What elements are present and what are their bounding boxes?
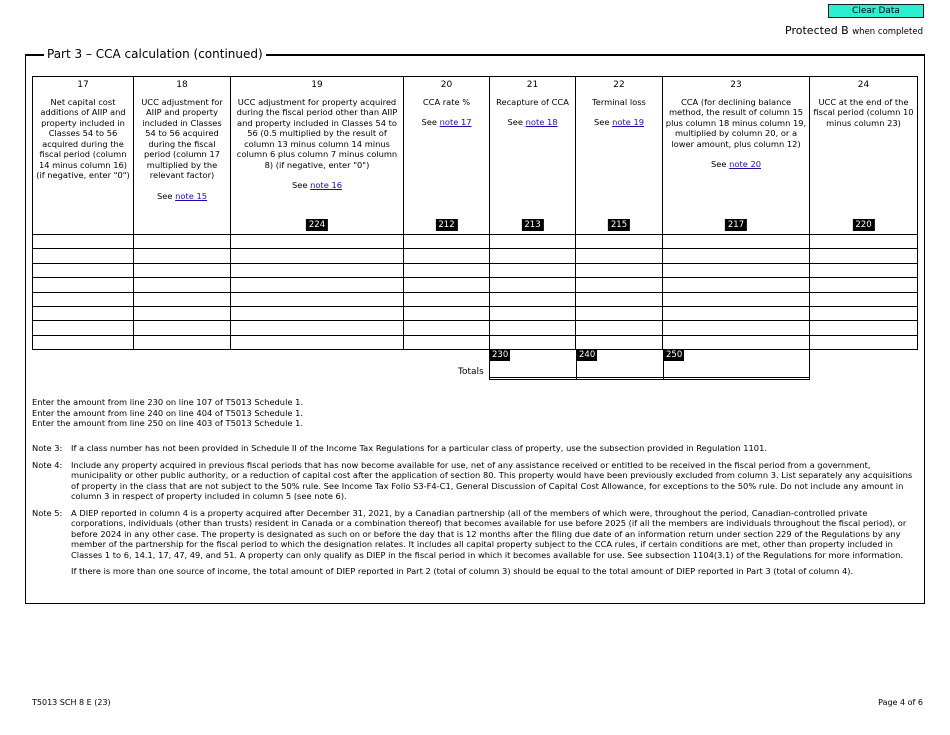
table-row [33,306,918,320]
input-cell-col20[interactable] [404,249,490,263]
input-cell-col22[interactable] [576,335,663,349]
table-row [33,292,918,306]
column-header-23 [663,77,810,235]
input-cell-col17[interactable] [33,278,134,292]
input-cell-col23[interactable] [663,306,810,320]
see-note [665,159,807,170]
column-description: UCC adjustment for AIIP and property included in Classes 54 to 56 acquired during the fiscal period (column 17 multiplied by the relevant factor) [141,96,223,180]
input-cell-col22[interactable] [576,249,663,263]
input-cell-col23[interactable] [663,249,810,263]
column-number: 23 [730,80,742,90]
total-box-250[interactable] [663,349,810,380]
form-id: T5013 SCH 8 E (23) [32,698,111,707]
input-cell-col22[interactable] [576,321,663,335]
notes [32,443,918,583]
see-note [492,117,573,128]
note-link[interactable]: note 18 [525,117,558,127]
note-paragraph: If a class number has not been provided in Schedule II of the Income Tax Regulations for a particular class of property, use the subsection provided in Regulation 1101. [71,443,767,453]
column-description: Recapture of CCA [496,96,569,107]
input-cell-col18[interactable] [134,263,231,277]
input-cell-col18[interactable] [134,235,231,249]
input-cell-col19[interactable] [231,278,404,292]
column-description: Net capital cost additions of AIIP and property included in Classes 54 to 56 acquired during the fiscal period (column 14 minus column 16) (if negative, enter "0") [36,96,130,180]
line-code: 212 [435,219,457,231]
input-cell-col19[interactable] [231,235,404,249]
note-label: Note 3: [32,443,63,453]
input-cell-col23[interactable] [663,263,810,277]
note-3 [32,443,918,454]
see-text: See [156,190,173,201]
column-header-18 [134,77,231,235]
column-description: UCC adjustment for property acquired during the fiscal period other than AIIP and property included in Classes 54 to 56 (0.5 multiplied by the result of column 13 minus column 14 minus column 6 plus column 7 minus column 8) (if negative, enter "0") [236,96,398,170]
line-code: 220 [852,219,874,231]
column-number: 20 [440,80,453,90]
input-cell-col20[interactable] [404,263,490,277]
totals-label: Totals [458,367,484,377]
input-cell-col22[interactable] [576,235,663,249]
input-cell-col19[interactable] [231,306,404,320]
input-cell-col24[interactable] [810,235,918,249]
total-box-240[interactable] [576,349,663,380]
enter-instructions [32,397,303,429]
input-cell-col22[interactable] [576,263,663,277]
column-description: Terminal loss [592,96,646,107]
note-body [71,460,918,502]
input-cell-col18[interactable] [134,306,231,320]
input-cell-col21[interactable] [490,306,576,320]
note-link[interactable]: note 20 [729,159,761,169]
note-4 [32,460,918,502]
table-row [33,335,918,349]
clear-data-button[interactable]: Clear Data [828,4,924,18]
input-cell-col17[interactable] [33,321,134,335]
input-cell-col17[interactable] [33,292,134,306]
total-code-240: 240 [579,350,596,360]
input-cell-col19[interactable] [231,335,404,349]
note-5 [32,508,918,577]
input-cell-col20[interactable] [404,321,490,335]
table-row [33,263,918,277]
input-cell-col23[interactable] [663,292,810,306]
input-cell-col22[interactable] [576,278,663,292]
note-label: Note 5: [32,507,63,518]
line-code: 213 [521,219,543,231]
column-number: 19 [311,80,323,90]
table-body [33,235,918,350]
input-cell-col21[interactable] [490,249,576,263]
note-link[interactable]: note 17 [439,117,472,127]
note-link[interactable]: note 19 [612,117,644,127]
table-row [33,278,918,292]
input-cell-col19[interactable] [231,292,404,306]
input-cell-col18[interactable] [134,278,231,292]
input-cell-col20[interactable] [404,292,490,306]
protected-suffix: when completed [852,27,923,37]
column-description: CCA rate % [422,96,471,107]
see-text: See [421,117,437,127]
enter-line-250: Enter the amount from line 250 on line 403 of T5013 Schedule 1. [32,418,304,428]
column-number: 21 [526,80,539,90]
page-number: Page 4 of 6 [878,698,923,707]
input-cell-col23[interactable] [663,278,810,292]
line-code: 224 [306,219,328,231]
input-cell-col24[interactable] [810,335,918,349]
column-number: 24 [857,80,870,90]
column-header-21 [490,77,576,235]
section-title: Part 3 – CCA calculation (continued) [44,47,266,62]
input-cell-col21[interactable] [490,321,576,335]
protected-label [785,24,923,37]
column-header-17 [33,77,134,235]
note-paragraph: If there is more than one source of income, the total amount of DIEP reported in Part 2 (total of column 3) should be equal to the total amount of DIEP reported in Part 3 (total of column 4). [71,566,854,576]
table-row [33,321,918,335]
column-header-19 [231,77,404,235]
input-cell-col21[interactable] [490,278,576,292]
input-cell-col17[interactable] [33,249,134,263]
table-header-row [33,77,918,235]
note-body [71,508,918,577]
protected-text: Protected B [785,24,849,37]
column-header-24 [810,77,918,235]
input-cell-col24[interactable] [810,292,918,306]
input-cell-col21[interactable] [490,335,576,349]
input-cell-col24[interactable] [810,306,918,320]
column-header-22 [576,77,663,235]
input-cell-col17[interactable] [33,263,134,277]
input-cell-col21[interactable] [490,235,576,249]
input-cell-col23[interactable] [663,321,810,335]
see-note [406,117,487,128]
input-cell-col18[interactable] [134,335,231,349]
see-text: See [507,117,523,127]
table-row [33,235,918,249]
column-number: 18 [176,80,188,90]
enter-line-230: Enter the amount from line 230 on line 107 of T5013 Schedule 1. [32,397,304,407]
input-cell-col19[interactable] [231,263,404,277]
input-cell-col24[interactable] [810,278,918,292]
input-cell-col20[interactable] [404,278,490,292]
note-paragraph: A DIEP reported in column 4 is a property acquired after December 31, 2021, by a Canadian partnership (all of the members of which were, throughout the period, Canadian-controlled private corporations, individuals (other than trusts) resident in Canada or a combination thereof) that becomes available for use before 2025 (if all the members are individuals throughout the fiscal period), or before 2024 in any other case. The property is designated as such on or before the day that is 12 months after the filing due date of an information return under section 229 of the Regulations by any member of the partnership for the fiscal period to which the designation relates. It includes all capital property subject to the CCA rules, if certain conditions are met, other than property included in Classes 1 to 6, 14.1, 17, 47, 49, and 51. A property can only qualify as DIEP in the fiscal period in which it becomes available for use. See subsection 1104(3.1) of the Regulations for more information. [71,507,907,560]
input-cell-col20[interactable] [404,306,490,320]
input-cell-col17[interactable] [33,335,134,349]
note-body [71,443,918,454]
see-note [136,191,228,202]
total-code-230: 230 [492,350,509,360]
part3-section [25,47,925,604]
input-cell-col18[interactable] [134,292,231,306]
column-number: 17 [77,80,89,90]
see-text: See [291,180,308,190]
cca-table [32,76,918,350]
input-cell-col20[interactable] [404,235,490,249]
input-cell-col24[interactable] [810,263,918,277]
column-description: CCA (for declining balance method, the result of column 15 plus column 18 minus column 19, multiplied by column 20, or a lower amount, plus column 12) [665,96,807,149]
input-cell-col24[interactable] [810,249,918,263]
input-cell-col17[interactable] [33,306,134,320]
line-code: 217 [725,219,747,231]
input-cell-col20[interactable] [404,335,490,349]
input-cell-col23[interactable] [663,335,810,349]
input-cell-col23[interactable] [663,235,810,249]
input-cell-col19[interactable] [231,321,404,335]
see-note [233,180,401,191]
see-note [578,117,660,128]
note-link[interactable]: note 15 [175,190,207,201]
column-header-20 [404,77,490,235]
input-cell-col18[interactable] [134,249,231,263]
enter-line-240: Enter the amount from line 240 on line 404 of T5013 Schedule 1. [32,407,304,418]
note-paragraph: Include any property acquired in previous fiscal periods that has now become available for use, net of any assistance received or entitled to be received in the fiscal period from a government, municipality or other public authority, or a reduction of capital cost after the application of section 80. This property would have been previously excluded from column 3. List separately any acquisitions of property in the class that are not subject to the 50% rule. See Income Tax Folio S3-F4-C1, General Discussion of Capital Cost Allowance, for exceptions to the 50% rule. Do not include any amount in column 3 in respect of property included in column 5 (see note 6). [71,459,913,501]
see-text: See [593,117,610,127]
see-text: See [710,159,727,169]
input-cell-col17[interactable] [33,235,134,249]
input-cell-col19[interactable] [231,249,404,263]
line-code: 215 [608,219,630,231]
input-cell-col22[interactable] [576,292,663,306]
input-cell-col21[interactable] [490,263,576,277]
input-cell-col22[interactable] [576,306,663,320]
input-cell-col18[interactable] [134,321,231,335]
input-cell-col21[interactable] [490,292,576,306]
total-code-250: 250 [666,350,683,360]
input-cell-col24[interactable] [810,321,918,335]
note-label: Note 4: [32,459,63,470]
note-link[interactable]: note 16 [310,180,342,190]
column-number: 22 [613,80,625,90]
total-box-230[interactable] [489,349,576,380]
table-row [33,249,918,263]
column-description: UCC at the end of the fiscal period (column 10 minus column 23) [813,96,914,128]
